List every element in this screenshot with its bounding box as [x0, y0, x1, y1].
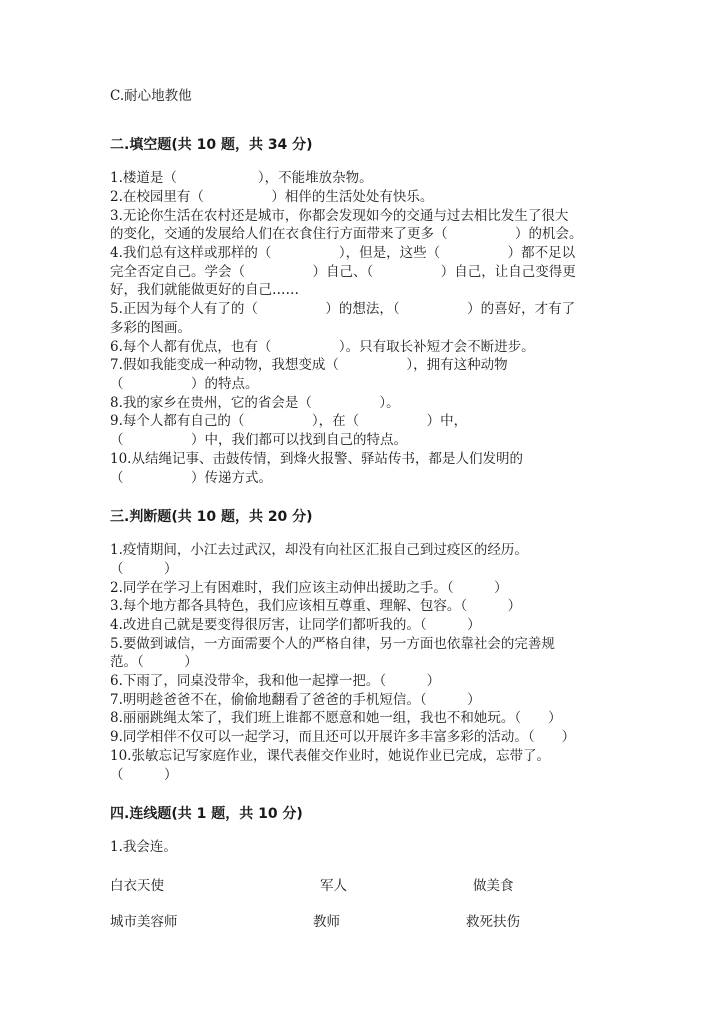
judge-section-heading: 三.判断题(共 10 题，共 20 分)	[110, 509, 313, 525]
judge-line: 3.每个地方都各具特色，我们应该相互尊重、理解、包容。（ ）	[110, 598, 522, 614]
judge-line: 1.疫情期间，小江去过武汉，却没有向社区汇报自己到过疫区的经历。	[110, 542, 528, 558]
fill-line: 3.无论你生活在农村还是城市，你都会发现如今的交通与过去相比发生了很大	[110, 208, 569, 224]
fill-line: 1.楼道是（ ），不能堆放杂物。	[110, 170, 373, 186]
option-c: C.耐心地教他	[110, 88, 192, 104]
match-section-heading: 四.连线题(共 1 题，共 10 分)	[110, 806, 303, 822]
judge-line: 2.同学在学习上有困难时，我们应该主动伸出援助之手。（ ）	[110, 580, 508, 596]
judge-line: 10.张敏忘记写家庭作业，课代表催交作业时，她说作业已完成，忘带了。	[110, 748, 550, 764]
judge-line: 9.同学相伴不仅可以一起学习，而且还可以开展许多丰富多彩的活动。（ ）	[110, 729, 576, 745]
fill-line: 8.我的家乡在贵州，它的省会是（ ）。	[110, 395, 400, 411]
fill-line: 9.每个人都有自己的（ ），在（ ）中，	[110, 413, 468, 429]
fill-line: 的变化，交通的发展给人们在衣食住行方面带来了更多（ ）的机会。	[110, 226, 583, 242]
fill-line: 好，我们就能做更好的自己……	[110, 282, 299, 298]
fill-line: 2.在校园里有（ ）相伴的生活处处有快乐。	[110, 189, 434, 205]
fill-line: 多彩的图画。	[110, 320, 191, 336]
match-item-right-1[interactable]: 做美食	[473, 878, 514, 894]
fill-line: 10.从结绳记事、击鼓传情，到烽火报警、驿站传书，都是人们发明的	[110, 451, 523, 467]
match-item-middle-1[interactable]: 军人	[320, 878, 347, 894]
judge-line: 范。（ ）	[110, 654, 198, 670]
judge-line: 6.下雨了，同桌没带伞，我和他一起撑一把。（ ）	[110, 673, 441, 689]
judge-line: （ ）	[110, 561, 178, 577]
fill-line: 完全否定自己。学会（ ）自己、（ ）自己，让自己变得更	[110, 264, 576, 280]
fill-line: 5.正因为每个人有了的（ ）的想法，（ ）的喜好，才有了	[110, 301, 576, 317]
fill-line: （ ）传递方式。	[110, 470, 272, 486]
match-question: 1.我会连。	[110, 839, 177, 855]
judge-line: 5.要做到诚信，一方面需要个人的严格自律，另一方面也依靠社会的完善规	[110, 636, 555, 652]
judge-line: 4.改进自己就是要变得很厉害，让同学们都听我的。（ ）	[110, 617, 481, 633]
match-item-middle-2[interactable]: 教师	[313, 914, 340, 930]
fill-section-heading: 二.填空题(共 10 题，共 34 分)	[110, 137, 313, 153]
match-item-right-2[interactable]: 救死扶伤	[466, 914, 520, 930]
judge-line: 7.明明趁爸爸不在，偷偷地翻看了爸爸的手机短信。（ ）	[110, 692, 481, 708]
match-item-left-2[interactable]: 城市美容师	[110, 914, 178, 930]
judge-line: （ ）	[110, 767, 178, 783]
judge-line: 8.丽丽跳绳太笨了，我们班上谁都不愿意和她一组，我也不和她玩。（ ）	[110, 710, 562, 726]
fill-line: （ ）中，我们都可以找到自己的特点。	[110, 432, 407, 448]
fill-line: 7.假如我能变成一种动物，我想变成（ ），拥有这种动物	[110, 357, 508, 373]
fill-line: （ ）的特点。	[110, 376, 259, 392]
fill-line: 4.我们总有这样或那样的（ ），但是，这些（ ）都不足以	[110, 245, 576, 261]
match-item-left-1[interactable]: 白衣天使	[110, 878, 164, 894]
fill-line: 6.每个人都有优点，也有（ ）。只有取长补短才会不断进步。	[110, 339, 535, 355]
